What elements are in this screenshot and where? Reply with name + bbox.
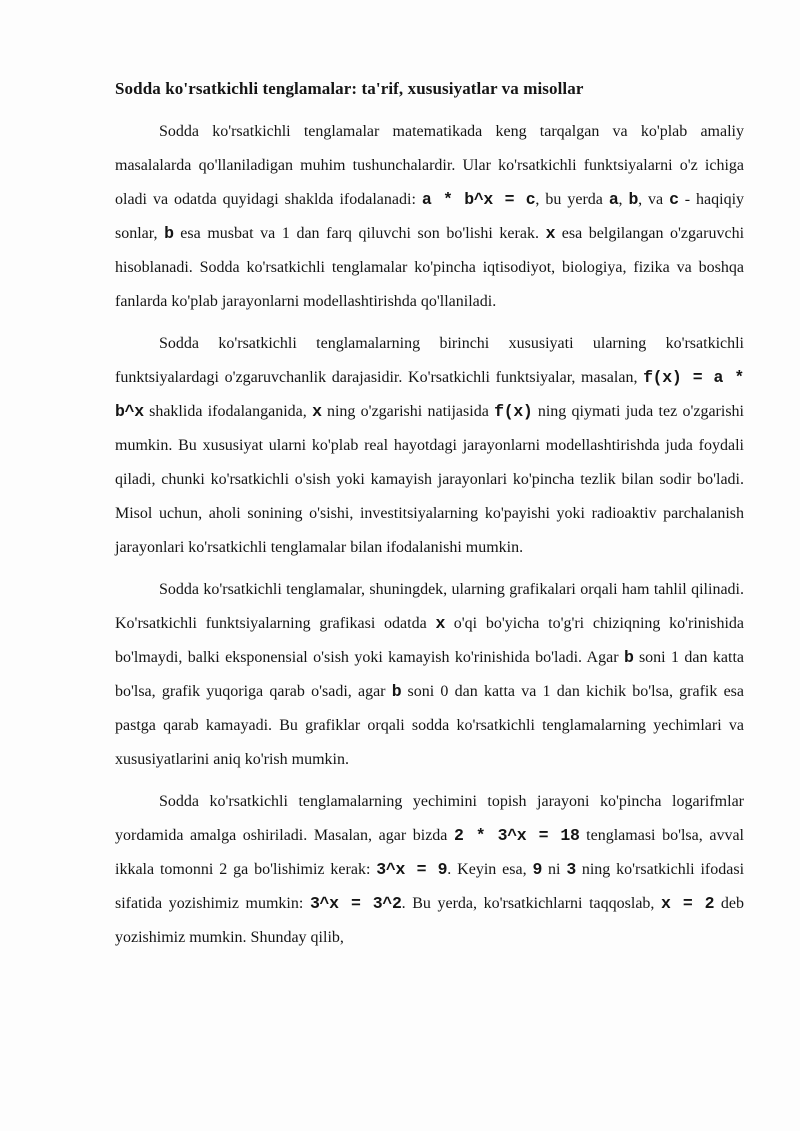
- text-run: Sodda ko'rsatkichli tenglamalar, shuningdek, ularning grafikalari orqali ham tahlil qilinadi. Ko'rsatkichli funktsiyalarning grafikasi odatda: [115, 581, 744, 632]
- inline-code: x: [545, 224, 556, 243]
- text-run: , bu yerda: [535, 191, 609, 208]
- paragraph-graphs: [115, 573, 744, 777]
- text-run: - haqiqiy sonlar,: [115, 191, 745, 242]
- text-run: , va: [638, 191, 670, 208]
- text-run: ning qiymati juda tez o'zgarishi mumkin. Bu xususiyat ularni ko'plab real hayotdagi jarayonlarni modellashtirishda juda foydali qiladi, chunki ko'rsatkichli o'sish yoki kamayish jarayonlari ko'pincha tezlik bilan sodir bo'ladi. Misol uchun, aholi sonining o'sishi, investitsiyalarning ko'payishi yoki radioaktiv parchalanish jarayonlari ko'rsatkichli tenglamalar bilan ifodalanishi mumkin.: [115, 403, 745, 556]
- inline-code: b: [623, 648, 634, 667]
- text-run: ning o'zgarishi natijasida: [321, 403, 495, 420]
- inline-code: x = 2: [661, 894, 715, 913]
- inline-code: b: [628, 190, 639, 209]
- paragraph-first-property: [115, 327, 744, 565]
- text-run: soni 0 dan katta va 1 dan kichik bo'lsa, grafik esa pastga qarab kamayadi. Bu grafiklar orqali sodda ko'rsatkichli tenglamalarning yechimlari va xususiyatlarini aniq ko'rish mumkin.: [115, 683, 744, 768]
- text-run: ni: [542, 861, 567, 878]
- inline-code: 2 * 3^x = 18: [454, 826, 580, 845]
- text-run: . Keyin esa,: [447, 861, 533, 878]
- paragraph-solving: [115, 785, 744, 955]
- text-run: esa musbat va 1 dan farq qiluvchi son bo'lishi kerak.: [173, 225, 546, 242]
- document-title: Sodda ko'rsatkichli tenglamalar: ta'rif, xususiyatlar va misollar: [115, 79, 584, 98]
- inline-code: 9: [532, 860, 543, 879]
- inline-code: f(x) = a * b^x: [115, 368, 744, 421]
- paragraph-intro: [115, 115, 744, 319]
- inline-code: 3^x = 9: [376, 860, 448, 879]
- text-run: tenglamasi bo'lsa, avval ikkala tomonni 2 ga bo'lishimiz kerak:: [115, 827, 744, 878]
- text-run: . Bu yerda, ko'rsatkichlarni taqqoslab,: [401, 895, 662, 912]
- inline-code: c: [669, 190, 679, 209]
- text-run: deb yozishimiz mumkin. Shunday qilib,: [115, 895, 745, 946]
- document-body: [115, 115, 744, 955]
- text-run: shaklida ifodalanganida,: [143, 403, 313, 420]
- text-run: ,: [618, 191, 629, 208]
- inline-code: 3: [566, 860, 576, 879]
- text-run: o'qi bo'yicha to'g'ri chiziqning ko'rinishida bo'lmaydi, balki eksponensial o'sish yoki kamayish ko'rinishida bo'ladi. Agar: [115, 615, 745, 666]
- inline-code: a: [608, 190, 619, 209]
- inline-code: b: [164, 224, 174, 243]
- inline-code: b: [391, 682, 402, 701]
- inline-code: x: [312, 402, 322, 421]
- text-run: Sodda ko'rsatkichli tenglamalarning yechimini topish jarayoni ko'pincha logarifmlar yordamida amalga oshiriladi. Masalan, agar bizda: [115, 793, 744, 844]
- text-run: ning ko'rsatkichli ifodasi sifatida yozishimiz mumkin:: [115, 861, 745, 912]
- text-run: soni 1 dan katta bo'lsa, grafik yuqoriga qarab o'sadi, agar: [115, 649, 745, 700]
- inline-code: f(x): [494, 402, 533, 421]
- inline-code: 3^x = 3^2: [309, 894, 402, 913]
- inline-code: x: [435, 614, 446, 633]
- text-run: esa belgilangan o'zgaruvchi hisoblanadi. Sodda ko'rsatkichli tenglamalar ko'pincha iqtisodiyot, biologiya, fizika va boshqa fanlarda ko'plab jarayonlarni modellashtirishda qo'llaniladi.: [115, 225, 745, 310]
- inline-code: a * b^x = c: [421, 190, 536, 209]
- text-run: Sodda ko'rsatkichli tenglamalarning birinchi xususiyati ularning ko'rsatkichli funktsiyalardagi o'zgaruvchanlik darajasidir. Ko'rsatkichli funktsiyalar, masalan,: [115, 335, 744, 386]
- text-run: Sodda ko'rsatkichli tenglamalar matematikada keng tarqalgan va ko'plab amaliy masalalarda qo'llaniladigan muhim tushunchalardir. Ular ko'rsatkichli funktsiyalarni o'z ichiga oladi va odatda quyidagi shaklda ifodalanadi:: [115, 123, 744, 208]
